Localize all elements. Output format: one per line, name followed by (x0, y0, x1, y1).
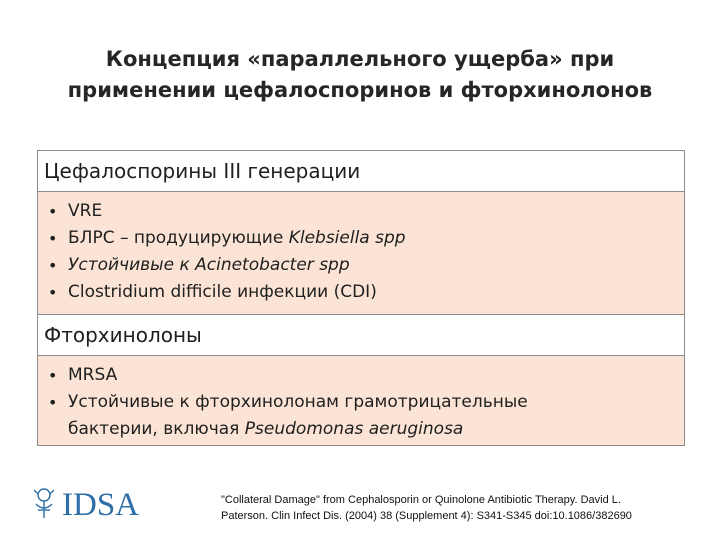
list-item (38, 252, 684, 279)
list-item-text: Clostridium difficile инфекции (CDI) (68, 282, 377, 302)
list-item-continuation (38, 416, 684, 443)
section-body-cephalosporins (38, 192, 684, 315)
citation (221, 492, 701, 524)
fluoroquinolones-list (38, 356, 684, 443)
bullet-icon: • (48, 393, 58, 412)
list-item (38, 225, 684, 252)
logo-wordmark: IDSA (62, 487, 140, 522)
slide-title (20, 44, 700, 106)
list-item-text: БЛРС – продуцирующие (68, 228, 289, 248)
list-item (38, 362, 684, 389)
idsa-logo (30, 482, 145, 522)
list-item-italic: Klebsiella spp (288, 228, 406, 248)
list-item (38, 279, 684, 306)
list-item (38, 389, 684, 416)
list-item-text: MRSA (68, 365, 118, 385)
title-line-2: применении цефалоспоринов и фторхинолонов (67, 78, 653, 102)
list-item (38, 198, 684, 225)
cephalosporins-list (38, 192, 684, 306)
comparison-table (37, 150, 685, 446)
bullet-icon: • (48, 366, 58, 385)
list-item-text: VRE (68, 201, 103, 221)
bullet-icon: • (48, 283, 58, 302)
title-line-1: Концепция «параллельного ущерба» при (105, 47, 615, 71)
list-item-italic: Pseudomonas aeruginosa (244, 419, 464, 439)
citation-line-2: Paterson. Clin Infect Dis. (2004) 38 (Supplement 4): S341-S345 doi:10.1086/382690 (221, 510, 632, 522)
section-header-cephalosporins: Цефалоспорины III генерации (38, 151, 684, 192)
list-item-text: бактерии, включая (68, 419, 245, 439)
section-body-fluoroquinolones (38, 356, 684, 445)
section-header-fluoroquinolones: Фторхинолоны (38, 315, 684, 356)
citation-line-1: "Collateral Damage" from Cephalosporin or Quinolone Antibiotic Therapy. David L. (221, 494, 621, 506)
bullet-icon: • (48, 229, 58, 248)
list-item-text: Устойчивые к фторхинолонам грамотрицательные (68, 392, 528, 412)
bullet-icon: • (48, 256, 58, 275)
bullet-icon: • (48, 202, 58, 221)
list-item-italic: Устойчивые к Acinetobacter spp (68, 255, 350, 275)
